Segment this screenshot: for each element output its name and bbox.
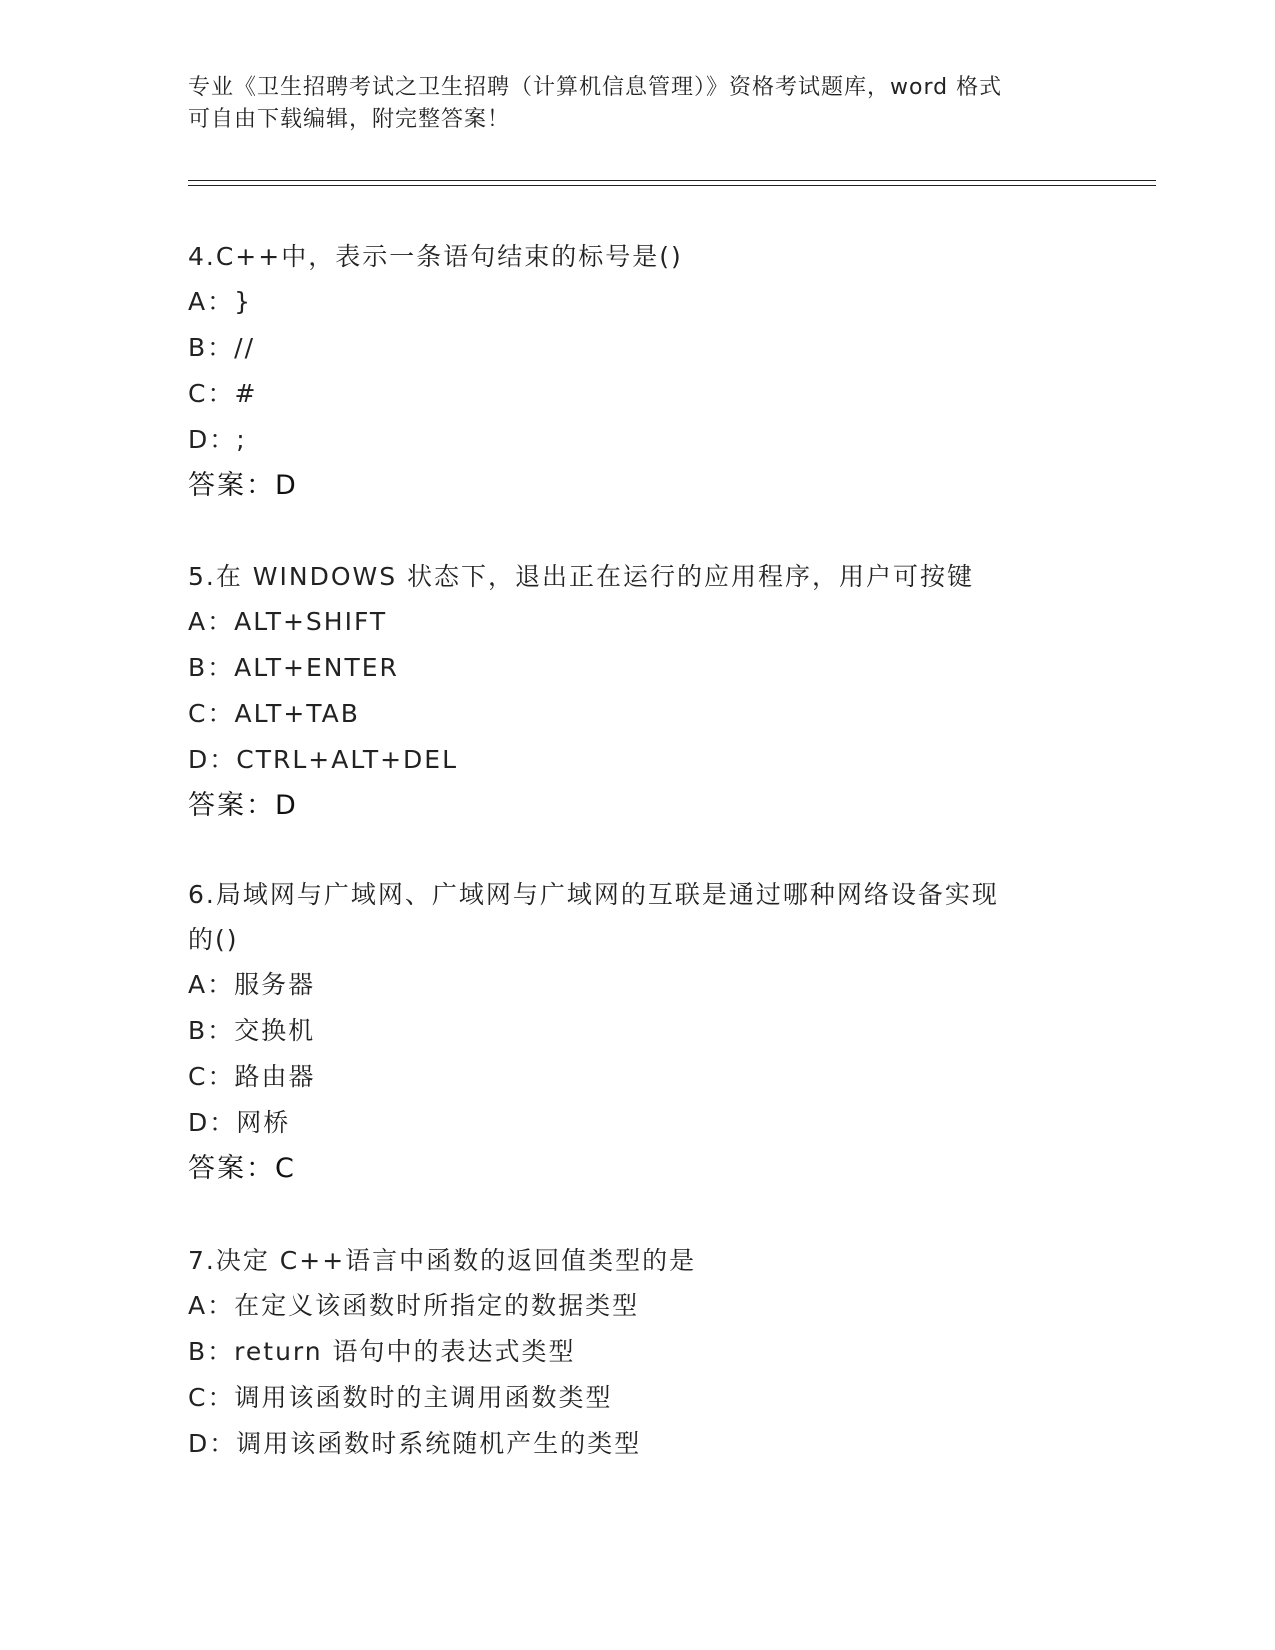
question-7 xyxy=(188,1238,1088,1467)
option-c xyxy=(188,1054,1088,1100)
option-key: B： xyxy=(188,1337,235,1366)
option-key: A： xyxy=(188,1291,235,1320)
option-text: 在定义该函数时所指定的数据类型 xyxy=(234,1291,640,1320)
option-key: B： xyxy=(188,333,235,362)
question-stem: 4.C++中，表示一条语句结束的标号是() xyxy=(188,242,683,271)
option-text: 网桥 xyxy=(236,1108,291,1137)
option-key: B： xyxy=(188,1016,235,1045)
option-text: CTRL+ALT+DEL xyxy=(236,745,459,774)
question-5 xyxy=(188,554,1088,829)
option-text: 服务器 xyxy=(234,970,316,999)
option-key: B： xyxy=(188,653,235,682)
option-c xyxy=(188,691,1088,737)
question-stem: 7.决定 C++语言中函数的返回值类型的是 xyxy=(188,1246,697,1275)
option-text: 调用该函数时的主调用函数类型 xyxy=(234,1383,613,1412)
option-text: 交换机 xyxy=(234,1016,316,1045)
option-b xyxy=(188,325,1088,371)
question-4 xyxy=(188,234,1088,509)
option-key: D： xyxy=(188,745,237,774)
option-d xyxy=(188,417,1088,463)
option-b xyxy=(188,645,1088,691)
option-d xyxy=(188,1421,1088,1467)
option-d xyxy=(188,1100,1088,1146)
option-b xyxy=(188,1329,1088,1375)
question-stem-line-1: 6.局域网与广域网、广域网与广域网的互联是通过哪种网络设备实现 xyxy=(188,880,999,909)
option-key: D： xyxy=(188,425,237,454)
option-text: ALT+TAB xyxy=(234,699,360,728)
option-text: return 语句中的表达式类型 xyxy=(234,1337,576,1366)
option-text: ; xyxy=(236,425,247,454)
option-c xyxy=(188,1375,1088,1421)
document-header xyxy=(188,72,1088,136)
option-text: ALT+SHIFT xyxy=(234,607,388,636)
option-a xyxy=(188,599,1088,645)
answer-label: 答案：D xyxy=(188,470,298,501)
option-text: } xyxy=(234,287,253,316)
answer-label: 答案：C xyxy=(188,1153,296,1184)
option-key: C： xyxy=(188,379,235,408)
option-key: D： xyxy=(188,1429,237,1458)
option-a xyxy=(188,962,1088,1008)
option-key: A： xyxy=(188,287,235,316)
header-divider-bottom xyxy=(188,185,1156,186)
question-6 xyxy=(188,872,1088,1192)
option-key: C： xyxy=(188,699,235,728)
question-stem: 5.在 WINDOWS 状态下，退出正在运行的应用程序，用户可按键 xyxy=(188,562,975,591)
option-b xyxy=(188,1008,1088,1054)
option-text: # xyxy=(234,379,258,408)
option-key: D： xyxy=(188,1108,237,1137)
option-c xyxy=(188,371,1088,417)
option-a xyxy=(188,279,1088,325)
option-a xyxy=(188,1283,1088,1329)
option-key: A： xyxy=(188,970,235,999)
question-stem-line-2: 的() xyxy=(188,925,239,954)
header-line-1: 专业《卫生招聘考试之卫生招聘（计算机信息管理）》资格考试题库，word 格式 xyxy=(188,75,1003,100)
header-divider-top xyxy=(188,180,1156,181)
option-text: 路由器 xyxy=(234,1062,316,1091)
option-text: ALT+ENTER xyxy=(234,653,399,682)
option-key: A： xyxy=(188,607,235,636)
answer-label: 答案：D xyxy=(188,790,298,821)
option-key: C： xyxy=(188,1062,235,1091)
option-text: 调用该函数时系统随机产生的类型 xyxy=(236,1429,642,1458)
option-d xyxy=(188,737,1088,783)
header-line-2: 可自由下载编辑，附完整答案！ xyxy=(188,107,511,132)
option-text: // xyxy=(234,333,256,362)
option-key: C： xyxy=(188,1383,235,1412)
